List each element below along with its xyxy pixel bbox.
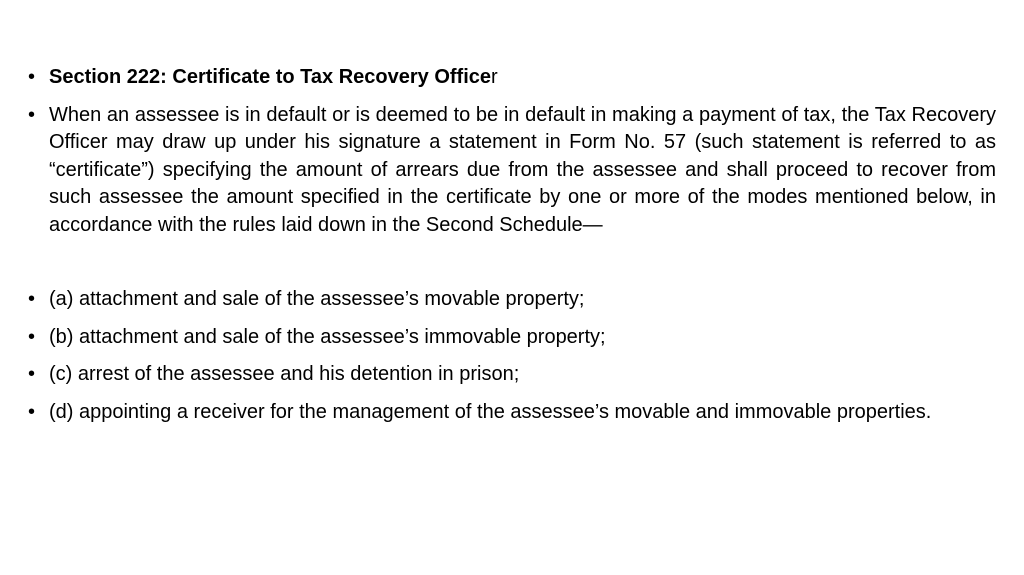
bullet-icon: •: [28, 103, 36, 126]
bullet-icon: •: [28, 400, 36, 423]
section-heading: [49, 64, 996, 92]
section-heading-bold: Section 222: Certificate to Tax Recovery Office: [49, 66, 492, 88]
section-heading-tail: r: [491, 66, 498, 88]
heading-item: [28, 64, 996, 92]
mode-item-d: [28, 399, 996, 427]
mode-item-c: [28, 361, 996, 389]
mode-item-b: [28, 324, 996, 352]
slide-body: [28, 64, 996, 426]
bullet-icon: •: [28, 325, 36, 348]
mode-text: (a) attachment and sale of the assessee’s movable property;: [49, 288, 585, 310]
mode-text: (d) appointing a receiver for the management of the assessee’s movable and immovable properties.: [49, 400, 932, 423]
bullet-icon: •: [28, 66, 36, 88]
bullet-icon: •: [28, 363, 36, 385]
bullet-icon: •: [28, 288, 36, 310]
mode-text: (c) arrest of the assessee and his detention in prison;: [49, 363, 520, 385]
section-paragraph: When an assessee is in default or is deemed to be in default in making a payment of tax, the Tax Recovery Officer may draw up under his signature a statement in Form No. 57 (such statement is referred to as “certificate”) specifying the amount of arrears due from the assessee and shall proceed to recover from such assessee the amount specified in the certificate by one or more of the modes mentioned below, in accordance with the rules laid down in the Second Schedule—: [49, 103, 996, 236]
mode-text: (b) attachment and sale of the assessee’s immovable property;: [49, 325, 606, 348]
paragraph-item: [28, 102, 996, 240]
mode-item-a: [28, 286, 996, 314]
